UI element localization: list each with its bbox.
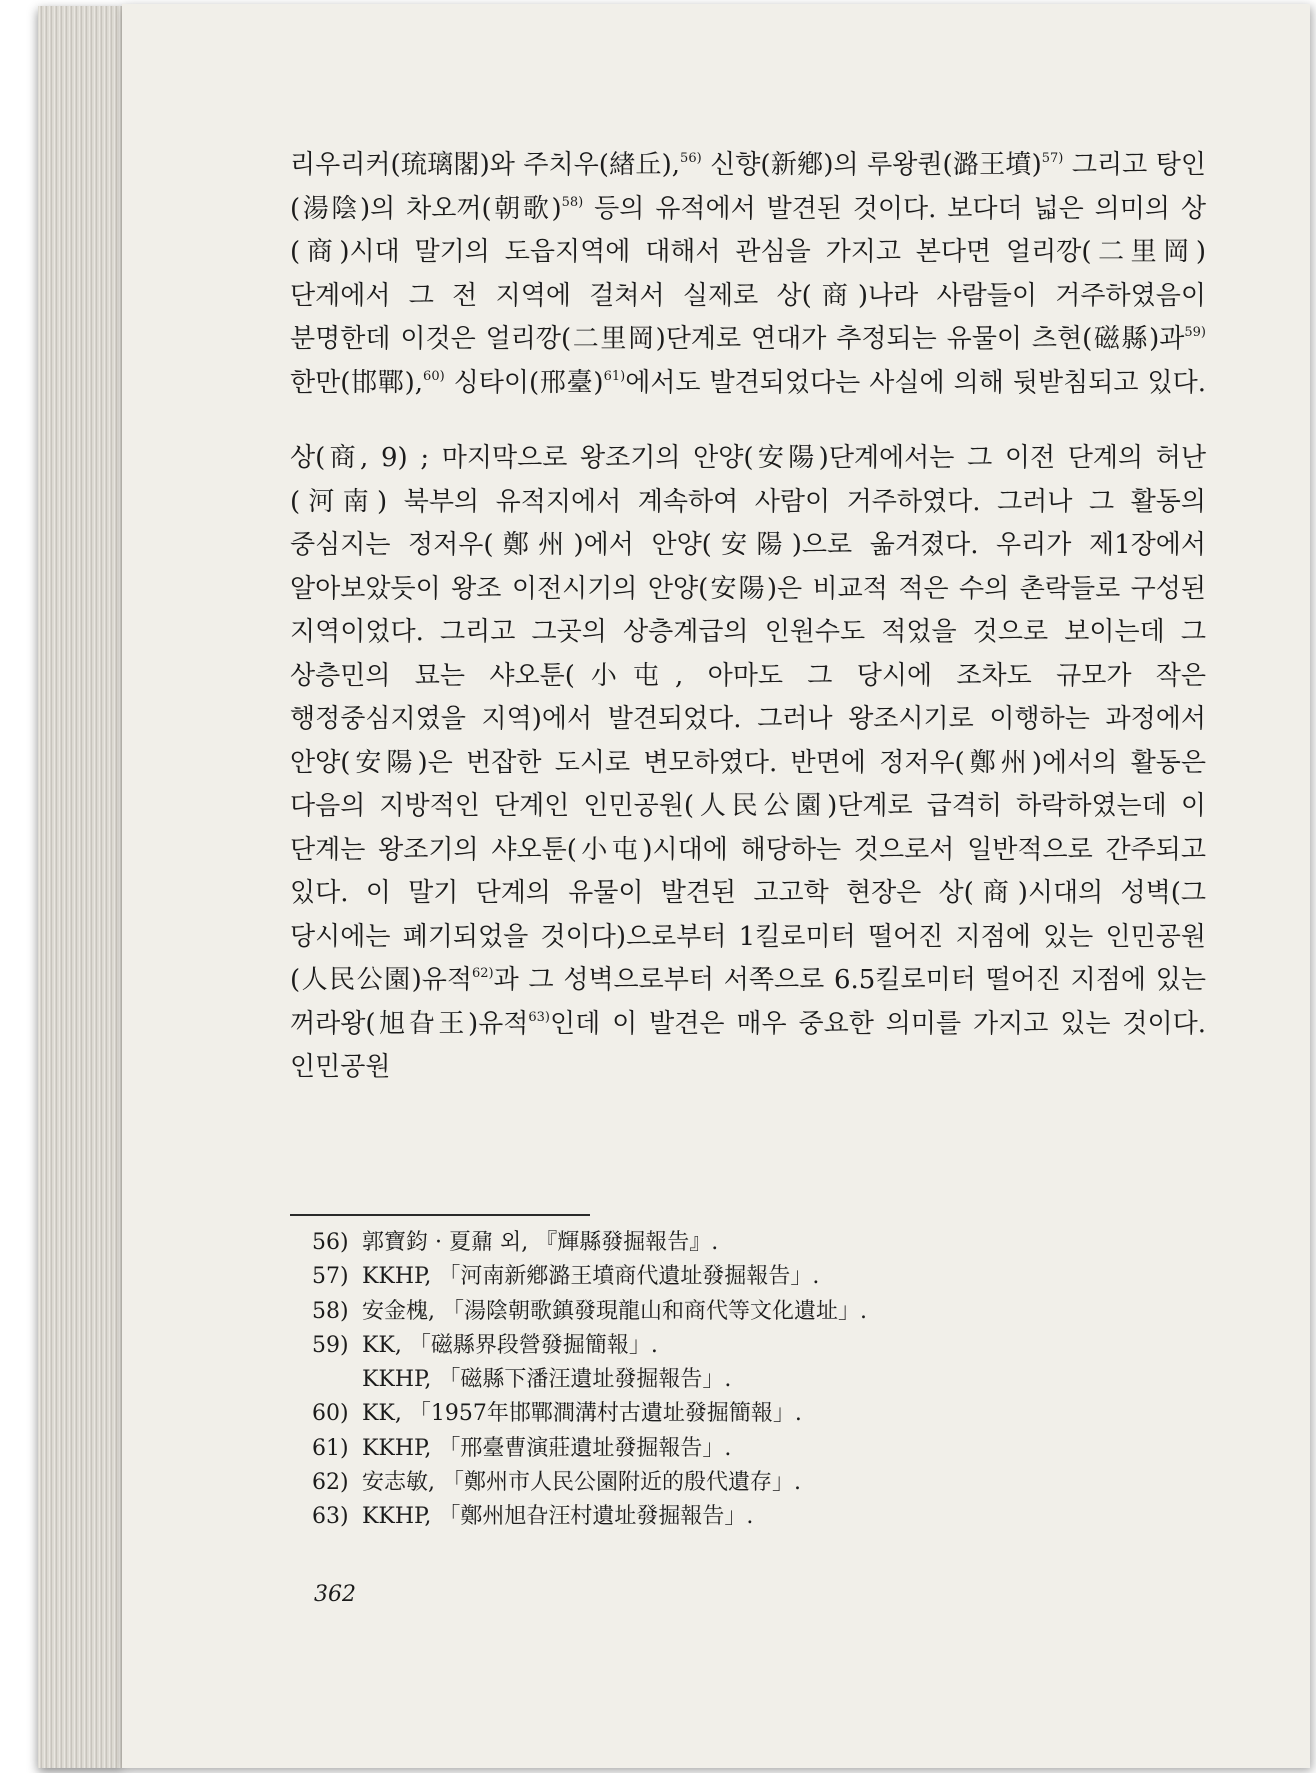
- footnote-ref-57: 57): [1041, 151, 1064, 166]
- footnote-text: KK, 「1957年邯鄲澗溝村古遺址發掘簡報」.: [362, 1401, 802, 1427]
- footnote-ref-58: 58): [561, 194, 584, 210]
- footnote-61: [312, 1432, 1192, 1466]
- footnote-ref-63: 63): [528, 1009, 551, 1025]
- footnote-text: 郭寶鈞 · 夏鼐 외, 『輝縣發掘報告』.: [362, 1230, 719, 1255]
- book-page-edges: [38, 6, 124, 1768]
- footnote-57: [312, 1260, 1192, 1294]
- footnote-text: 安志敏, 「鄭州市人民公園附近的殷代遺存」.: [362, 1470, 801, 1496]
- footnote-number: 60): [312, 1401, 349, 1427]
- footnote-59: [312, 1329, 1192, 1363]
- footnote-ref-59: 59): [1184, 325, 1206, 340]
- footnote-text: KKHP, 「河南新鄕潞王墳商代遺址發掘報告」.: [362, 1264, 820, 1290]
- footnote-56: [312, 1226, 1192, 1260]
- footnote-62: [312, 1466, 1192, 1500]
- footnote-58: [312, 1295, 1192, 1329]
- paragraph-2: 상(商, 9) ; 마지막으로 왕조기의 안양(安陽)단계에서는 그 이전 단계의 허난(河南) 북부의 유적지에서 계속하여 사람이 거주하였다. 그러나 그 활동의 중심지는 정저우(鄭州)에서 안양(安陽)으로 옮겨졌다. 우리가 제1장에서 알아보았듯이 왕조 이전시기의 안양(安陽)은 비교적 적은 수의 촌락들로 구성된 지역이었다. 그리고 그곳의 상층계급의 인원수도 적었을 것으로 보이는데 그 상층민의 묘는 샤오툰(小屯, 아마도 그 당시에 조차도 규모가 작은 행정중심지였을 지역)에서 발견되었다. 그러나 왕조시기로 이행하는 과정에서 안양(安陽)은 번잡한 도시로 변모하였다. 반면에 정저우(鄭州)에서의 활동은 다음의 지방적인 단계인 인민공원(人民公園)단계로 급격히 하락하였는데 이 단계는 왕조기의 샤오툰(小屯)시대에 해당하는 것으로서 일반적으로 간주되고 있다. 이 말기 단계의 유물이 발견된 고고학 현장은 상(商)시대의 성벽(그 당시에는 폐기되었을 것이다)으로부터 1킬로미터 떨어진 지점에 있는 인민공원(人民公園)유적$^{62)}$과 그 성벽으로부터 서쪽으로 6.5킬로미터 떨어진 지점에 있는 꺼라왕(旭旮王)유적$^{63)}$인데 이 발견은 매우 중요한 의미를 가지고 있는 것이다. 인민공원: [290, 443, 1206, 1082]
- footnote-number: 59): [312, 1332, 349, 1358]
- footnote-59-continued: [312, 1363, 1192, 1397]
- footnote-number: 56): [312, 1230, 349, 1255]
- footnote-ref-62: 62): [471, 966, 494, 981]
- footnote-text: 安金槐, 「湯陰朝歌鎮發現龍山和商代等文化遺址」.: [362, 1298, 867, 1324]
- footnote-number: 61): [312, 1435, 349, 1461]
- footnote-text: KK, 「磁縣界段營發掘簡報」.: [362, 1332, 658, 1358]
- book-page: [122, 4, 1310, 1768]
- footnote-number: 62): [312, 1470, 349, 1496]
- footnote-text: KKHP, 「磁縣下潘汪遺址發掘報告」.: [362, 1367, 732, 1393]
- footnote-60: [312, 1397, 1192, 1431]
- page-number: 362: [314, 1582, 356, 1607]
- footnote-text: KKHP, 「邢臺曹演莊遺址發掘報告」.: [362, 1435, 732, 1461]
- footnote-ref-60: 60): [423, 368, 445, 384]
- footnote-number: 58): [312, 1298, 349, 1324]
- footnotes-list: [312, 1226, 1192, 1535]
- footnote-ref-56: 56): [680, 151, 702, 166]
- body-text: [290, 144, 1206, 1090]
- footnote-63: [312, 1500, 1192, 1534]
- paragraph-1: 리우리커(琉璃閣)와 주치우(緖丘),$^{56)}$ 신향(新鄕)의 루왕퀀(潞王墳)$^{57)}$ 그리고 탕인(湯陰)의 차오꺼(朝歌)$^{58)}$ 등의 유적에서 발견된 것이다. 보다더 넓은 의미의 상(商)시대 말기의 도읍지역에 대해서 관심을 가지고 본다면 얼리깡(二里岡)단계에서 그 전 지역에 걸쳐서 실제로 상(商)나라 사람들이 거주하였음이 분명한데 이것은 얼리깡(二里岡)단계로 연대가 추정되는 유물이 츠현(磁縣)과$^{59)}$ 한만(邯鄲),$^{60)}$ 싱타이(邢臺)$^{61)}$에서도 발견되었다는 사실에 의해 뒷받침되고 있다.: [290, 150, 1206, 398]
- footnote-number: 57): [312, 1264, 349, 1290]
- footnote-ref-61: 61): [603, 368, 626, 384]
- footnote-text: KKHP, 「鄭州旭旮汪村遺址發掘報告」.: [362, 1504, 754, 1530]
- footnote-divider: [290, 1214, 590, 1216]
- footnote-number: 63): [312, 1504, 349, 1530]
